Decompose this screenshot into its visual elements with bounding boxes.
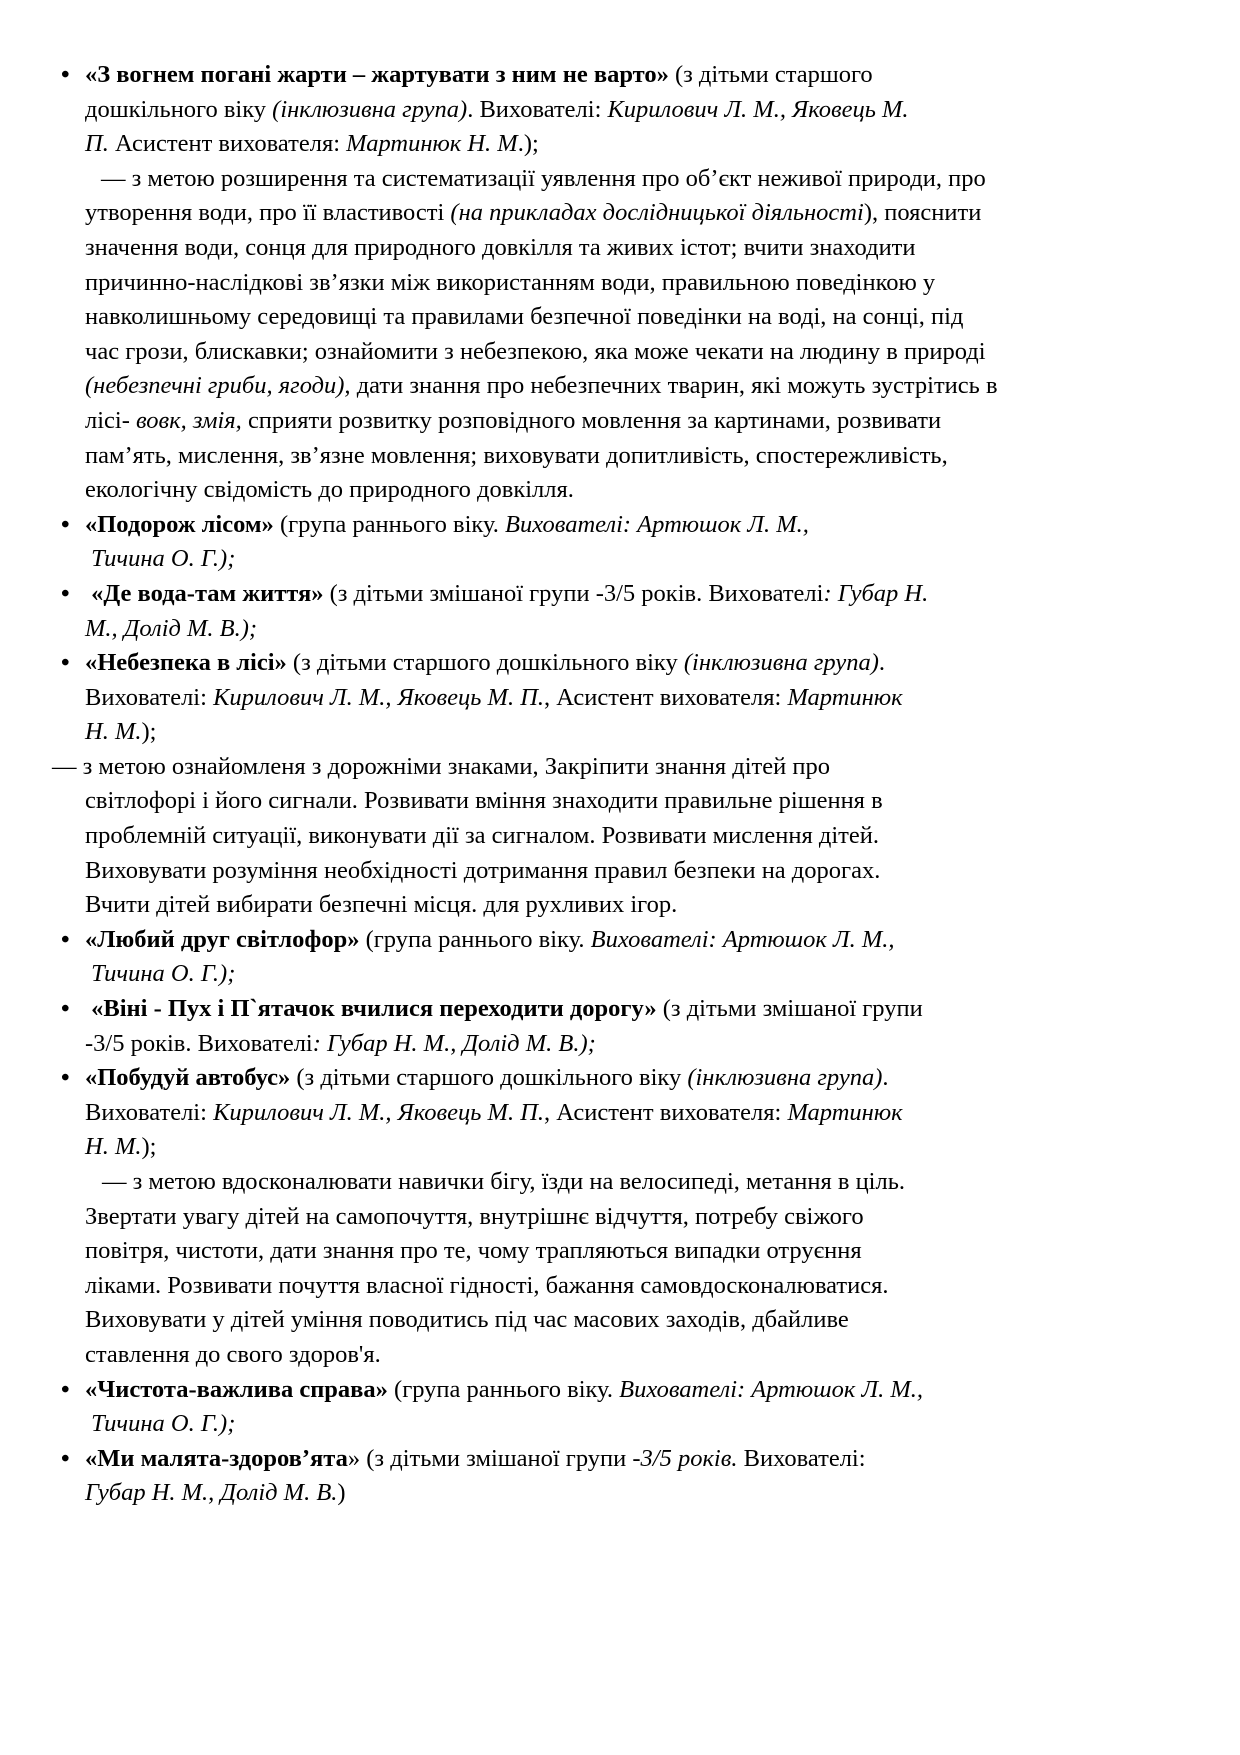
text-run: Кирилович Л. М., Яковець М. П. (213, 1098, 545, 1126)
list-item (85, 1442, 1200, 1511)
text-run: «Чистота-важлива справа» (85, 1375, 388, 1403)
text-run: (інклюзивна група) (272, 95, 468, 123)
list-item (85, 58, 1200, 162)
text-run: «Любий друг світлофор» (85, 925, 360, 953)
text-run: . (878, 649, 886, 677)
text-run: дати знання про небезпечних тварин, які можуть зустрітись в (350, 372, 998, 400)
text-run: (з дітьми старшого дошкільного віку (286, 649, 684, 677)
text-run: Вчити дітей вибирати безпечні місця. для рухливих ігор. (85, 891, 678, 919)
list-item (85, 923, 1200, 992)
text-run: екологічну свідомість до природного довкілля. (85, 476, 574, 504)
paragraph (52, 750, 1200, 923)
document-content (52, 58, 1200, 1511)
text-run: Вихователі: (85, 683, 214, 711)
list-item (85, 577, 1200, 646)
text-run: Вихователі: (737, 1444, 866, 1472)
list-item (85, 992, 1200, 1061)
text-run: Виховувати у дітей уміння поводитись під час масових заходів, дбайливе (85, 1306, 849, 1334)
text-run: Мартинюк Н. М (346, 130, 518, 158)
text-run: » (з дітьми змішаної групи (347, 1444, 633, 1472)
text-run: сприяти розвитку розповідного мовлення за картинами, розвивати (241, 406, 942, 434)
paragraph (85, 162, 1200, 508)
text-run: пам’ять, мислення, зв’язне мовлення; виховувати допитливість, спостережливість, (85, 441, 948, 469)
text-run: (з дітьми старшого (668, 61, 873, 88)
text-run: Мартинюк (787, 1098, 903, 1126)
text-run: «З вогнем погані жарти – жартувати з ним не варто» (85, 61, 669, 88)
text-run: (з дітьми змішаної групи (656, 995, 923, 1023)
text-run: (небезпечні гриби, ягоди), (85, 372, 351, 400)
text-run: (на прикладах дослідницької діяльності (450, 199, 864, 227)
text-run: -3/5 років. (632, 1444, 738, 1472)
text-run: навколишньому середовищі та правилами безпечної поведінки на воді, на сонці, під (85, 303, 964, 331)
text-run: .); (517, 130, 539, 158)
text-run: — з метою розширення та систематизації уявлення про об’єкт неживої природи, про (101, 164, 986, 192)
text-run: (інклюзивна група) (683, 649, 879, 677)
text-run: значення води, сонця для природного довкілля та живих істот; вчити знаходити (85, 233, 916, 261)
list-item (85, 1061, 1200, 1165)
text-run: дошкільного віку (85, 95, 273, 123)
text-run: (з дітьми змішаної групи -3/5 років. Вихователі (323, 579, 824, 607)
text-run: Вихователі: Артюшок Л. М., (505, 510, 809, 538)
text-run: ставлення до свого здоров'я. (85, 1340, 381, 1368)
text-run: ), пояснити (863, 199, 982, 227)
paragraph (85, 1165, 1200, 1373)
text-run: «Де вода-там життя» (91, 579, 324, 607)
text-run: ); (141, 718, 157, 746)
list-item (85, 646, 1200, 750)
text-run: ліками. Розвивати почуття власної гідності, бажання самовдосконалюватися. (85, 1271, 889, 1299)
text-run: (група раннього віку. (387, 1375, 620, 1403)
text-run: -3/5 років. Вихователі (85, 1029, 313, 1057)
text-run: Кирилович Л. М., Яковець М. (607, 95, 909, 123)
text-run: Н. М. (85, 718, 142, 746)
text-run: «Віні - Пух і П`ятачок вчилися переходити дорогу» (91, 995, 657, 1023)
text-run: час грози, блискавки; ознайомити з небезпекою, яка може чекати на людину в природі (85, 337, 986, 365)
text-run: , Асистент вихователя: (544, 683, 788, 711)
text-run: . Вихователі: (467, 95, 608, 123)
text-run: М., Долід М. В.); (85, 614, 258, 642)
text-run: «Побудуй автобус» (85, 1064, 291, 1092)
text-run: : Губар Н. (823, 579, 929, 607)
text-run: Мартинюк (787, 683, 903, 711)
text-run: «Ми малята-здоров’ята (85, 1444, 348, 1472)
text-run: (інклюзивна група) (687, 1064, 883, 1092)
text-run: утворення води, про її властивості (85, 199, 451, 227)
text-run: — з метою вдосконалювати навички бігу, їзди на велосипеді, метання в ціль. (102, 1168, 906, 1195)
text-run: (група раннього віку. (273, 510, 505, 538)
text-run: Кирилович Л. М., Яковець М. П. (213, 683, 545, 711)
text-run: «Подорож лісом» (85, 510, 274, 538)
text-run: Тичина О. Г.); (85, 960, 236, 988)
text-run: Звертати увагу дітей на самопочуття, внутрішнє відчуття, потребу свіжого (85, 1202, 864, 1230)
text-run: Н. М. (85, 1133, 142, 1161)
list-item (85, 1373, 1200, 1442)
list-item (85, 508, 1200, 577)
text-run: Вихователі: (85, 1098, 214, 1126)
text-run: Виховувати розуміння необхідності дотримання правил безпеки на дорогах. (85, 856, 881, 884)
text-run: світлофорі і його сигнали. Розвивати вміння знаходити правильне рішення в (85, 787, 883, 815)
text-run: (група раннього віку. (359, 925, 591, 953)
text-run: : Губар Н. М., Долід М. В.); (312, 1029, 596, 1057)
text-run: Тичина О. Г.); (85, 545, 236, 573)
text-run: повітря, чистоти, дати знання про те, чому трапляються випадки отруєння (85, 1237, 862, 1265)
text-run: причинно-наслідкові зв’язки між використанням води, правильною поведінкою у (85, 268, 936, 296)
text-run: вовк, змія, (136, 406, 242, 434)
text-run: П. (85, 130, 109, 158)
text-run: Губар Н. М., Долід М. В. (85, 1479, 338, 1507)
text-run: ) (337, 1479, 346, 1507)
text-run: , Асистент вихователя: (544, 1098, 788, 1126)
text-run: Вихователі: Артюшок Л. М., (619, 1375, 923, 1403)
text-run: (з дітьми старшого дошкільного віку (290, 1064, 688, 1092)
text-run: . (882, 1064, 889, 1092)
text-run: Вихователі: Артюшок Л. М., (590, 925, 895, 953)
text-run: лісі- (85, 406, 136, 434)
text-run: ); (141, 1133, 157, 1161)
text-run: — з метою ознайомленя з дорожніми знаками, Закріпити знання дітей про (52, 752, 830, 780)
text-run: Тичина О. Г.); (85, 1410, 236, 1438)
text-run: «Небезпека в лісі» (85, 649, 287, 677)
text-run: проблемній ситуації, виконувати дії за сигналом. Розвивати мислення дітей. (85, 822, 879, 850)
text-run: Асистент вихователя: (108, 130, 347, 158)
